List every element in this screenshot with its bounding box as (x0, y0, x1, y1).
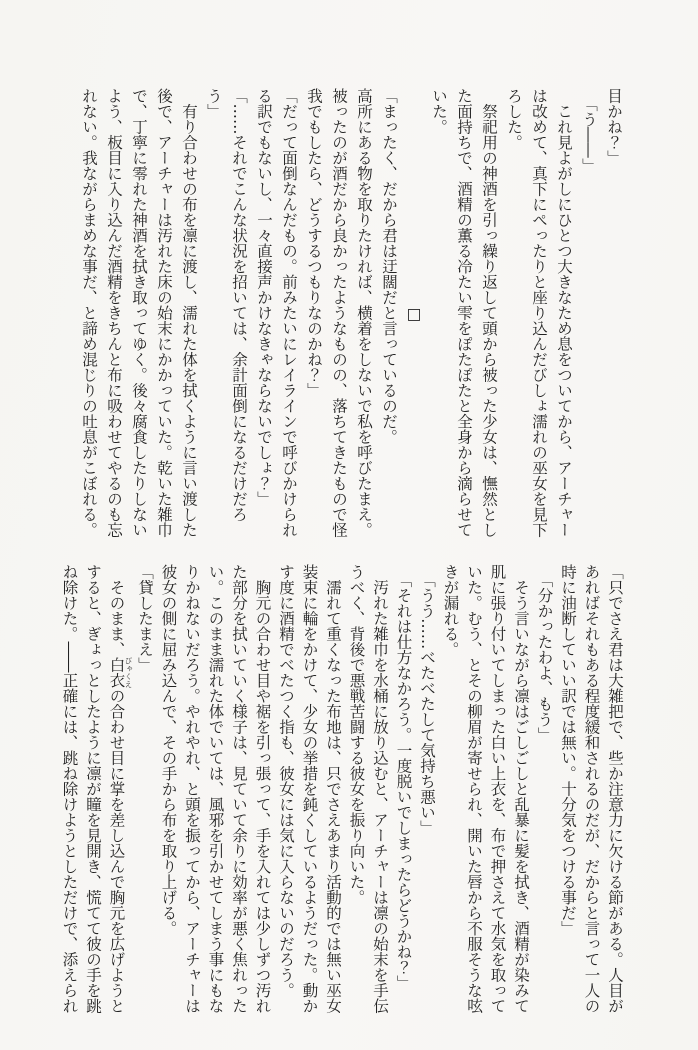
paragraph-line: そのまま、白衣びゃくえの合わせ目に掌を差し込んで胸元を広げようとすると、ぎょっとしたように凛が瞳を見開き、慌てて彼の手を跳ね除けた。――正確には、跳ね除けようとしただけで、添えられ (60, 564, 133, 1014)
paragraph-line: 「それは仕方なかろう。一度脱いでしまったらどうかね？」 (394, 564, 413, 991)
paragraph-line: 「分かったわよ、もう」 (535, 564, 554, 743)
paragraph-line: 有り合わせの布を凛に渡し、濡れた体を拭くように言い渡した後で、アーチャーは汚れた床の始末にかかっていた。乾いた雑巾で、丁寧に零れた神酒を拭き取ってゆく。後々腐食したりしないよう、板目に入り込んだ酒精をきちんと布に吸わせてやるのも忘れない。我ながらまめな事だ、と諦め混じりの吐息がこぼれる。 (80, 88, 198, 538)
paragraph-line: 「只でさえ君は大雑把で、些か注意力に欠ける節がある。人目があればそれもある程度緩和されるのだが、だからと言って一人の時に油断していい訳では無い。十分気をつける事だ」 (559, 564, 624, 1014)
upper-text-block (76, 88, 626, 540)
paragraph-line: 汚れた雑巾を水桶に放り込むと、アーチャーは凛の始末を手伝うべく、背後で悪戦苦闘する彼女を振り向いた。 (347, 564, 389, 1014)
paragraph-line: 祭祀用の神酒を引っ繰り返して頭から被った少女は、憮然とした面持ちで、酒精の薫る冷たい雫をぽたぽたと全身から滴らせていた。 (430, 88, 498, 538)
paragraph-line: 胸元の合わせ目や裾を引っ張って、手を入れては少しずつ汚れた部分を拭いていく様子は、見ていて余りに効率が悪く焦れったい。このまま濡れた体でいては、風邪を引かせてしまう事にもなりかねないだろう。やれやれ、と頭を振ってから、アーチャーは彼女の側に屈み込んで、その手から布を取り上げる。 (159, 564, 272, 1014)
paragraph-line: 「う――」 (580, 88, 598, 174)
paragraph-line: 高所にある物を取りたければ、横着をしないで私を呼びたまえ。被ったのが酒だから良かったようなものの、落ちてきたもので怪我でもしたら、どうするつもりなのかね？」 (305, 88, 373, 538)
paragraph-line: 「まったく、だから君は迂闊だと言っているのだ。 (380, 88, 398, 445)
lower-text-block (57, 564, 626, 1017)
paragraph-line: そう言いながら凛はごしごしと乱暴に髪を拭き、酒精が染みて肌に張り付いてしまった白い上衣を、布で押さえて水気を取っていた。むう、とその柳眉が寄せられ、開いた唇から不服そうな呟きが漏れる。 (441, 564, 530, 1014)
section-divider: □ (405, 305, 423, 323)
paragraph-line: 「うう……べたべたして気持ち悪い」 (418, 564, 436, 836)
paragraph-line: 目かね？」 (605, 88, 623, 166)
paragraph-line: 「……それでこんな状況を招いては、余計面倒になるだけだろう」 (205, 88, 248, 522)
paragraph-line: 濡れて重くなった布地は、只でさえあまり活動的では無い巫女装束に輪をかけて、少女の挙措を鈍くしているようだった。動かす度に酒精でべたつく指も、彼女には気に入らないのだろう。 (277, 564, 342, 1014)
paragraph-line: 「貸したまえ」 (136, 564, 154, 673)
paragraph-line: 「だって面倒なんだもの。前みたいにレイラインで呼びかけられる訳でもないし、一々直接声かけなきゃならないでしょ？」 (255, 88, 298, 538)
paragraph-line: これ見よがしにひとつ大きなため息をついてから、アーチャーは改めて、真下にぺったりと座り込んだびしょ濡れの巫女を見下ろした。 (505, 88, 573, 538)
